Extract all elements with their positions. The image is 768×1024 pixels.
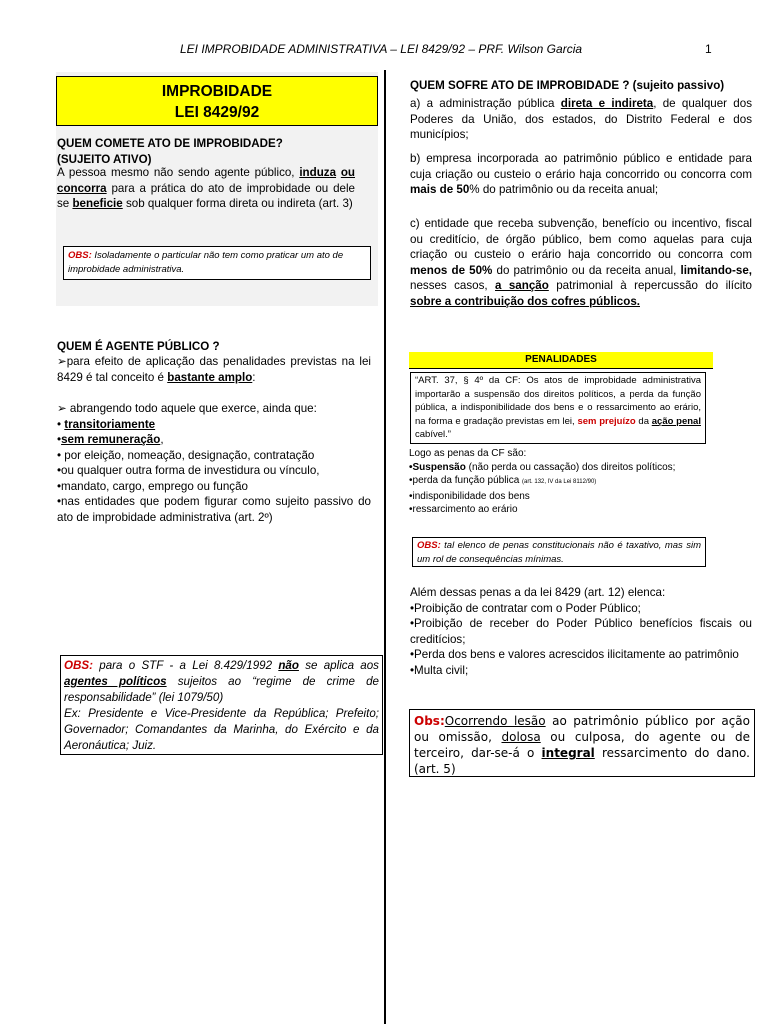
emphasis-a-sancao: a sanção [495,279,549,292]
text-segment: , [160,433,164,446]
list-item: •indisponibilidade dos bens [409,490,530,502]
question-sujeito-ativo [57,136,377,167]
obs-text: tal elenco de penas constitucionais não é taxativo, mas sim um rol de consequências mínimas. [417,540,701,565]
list-item: •Proibição de receber do Poder Público benefícios fiscais ou creditícios; [410,617,752,646]
sujeito-ativo-paragraph [57,165,355,212]
text-segment: ➢para efeito de aplicação das penalidades previstas na lei 8429 é tal conceito é [57,355,371,384]
text-segment: a) a administração pública [410,97,561,110]
header-title: LEI IMPROBIDADE ADMINISTRATIVA – LEI 8429/92 – PRF. Wilson Garcia [180,42,583,56]
list-item: •Proibição de contratar com o Poder Público; [410,601,641,615]
text-segment: “ART. 37, § 4º da CF: Os atos de improbidade administrativa importarão a suspensão dos direitos políticos, a perda da função pública, a indisponibilidade dos bens e o ressarcimento ao erário, na forma e gradação previstas em lei, [415,375,701,427]
agente-publico-list [57,401,377,525]
text-segment: da [635,415,652,427]
obs-box-rol-minimo [412,537,706,567]
list-item: •Multa civil; [410,663,469,677]
emphasis-sem-prejuizo: sem prejuízo [577,415,636,427]
list-item [409,474,719,490]
emphasis-ocorrendo-lesao: Ocorrendo lesão [444,714,546,728]
list-item: •ressarcimento ao erário [409,504,518,515]
passivo-item-a [410,96,752,143]
text-segment: para a prática do ato de improbidade ou dele se [57,181,355,210]
title-box [56,76,378,126]
text-segment: cabível.” [415,429,451,440]
obs-box-stf [60,655,383,755]
list-item: •mandato, cargo, emprego ou função [57,479,248,493]
obs-label: OBS: [68,250,92,261]
list-intro: Além dessas penas a da lei 8429 (art. 12) elenca: [410,586,666,599]
emphasis-transitoriamente: transitoriamente [64,417,156,431]
obs-text: Isoladamente o particular não tem como praticar um ato de improbidade administrativa. [68,250,344,275]
emphasis-limitando-se: limitando-se, [680,263,752,277]
text-segment: , de qualquer dos Poderes da União, dos estados, do Distrito Federal e dos municípios; [410,97,752,141]
obs-colon: : [439,714,445,728]
obs-label: Obs [414,714,440,728]
text-segment: nesses casos, [410,279,496,292]
text-segment: patrimonial à repercussão do ilícito [548,279,753,292]
footnote-ref: (art. 132, IV da Lei 8112/90) [522,479,597,485]
text-segment: c) entidade que receba subvenção, benefício ou incentivo, fiscal ou creditício, de órgão público, bem como aquelas para cuja criação ou custeio o erário haja concorrido ou concorra com [410,217,752,261]
emphasis-bastante-amplo: bastante amplo [167,370,253,384]
text-segment: b) empresa incorporada ao patrimônio público e entidade para cuja criação ou custeio o erário haja concorrido ou concorra com [410,152,752,181]
list-item: •Perda dos bens e valores acrescidos ilicitamente ao patrimônio [410,648,739,661]
list-intro: ➢ abrangendo todo aquele que exerce, ainda que: [57,402,317,415]
list-item: • por eleição, nomeação, designação, contratação [57,448,315,462]
question-line-2: (SUJEITO ATIVO) [57,152,152,166]
text-segment: % do patrimônio ou da receita anual; [469,183,659,196]
emphasis-direta-indireta: direta e indireta [560,97,654,110]
cf-penalties-list [409,447,719,517]
emphasis-beneficie: beneficie [72,197,123,210]
lei-8429-penalties [410,585,752,678]
running-header [0,42,768,60]
question-line-1: QUEM COMETE ATO DE IMPROBIDADE? [57,137,283,150]
column-divider [384,70,386,1024]
text-segment: ao patrimônio público por ação ou omissão, [414,714,750,744]
emphasis-ou-concorra: ou concorra [57,166,355,195]
list-item [409,461,719,475]
list-item: •nas entidades que podem figurar como sujeito passivo do ato de improbidade administrativa (art. 2º) [57,495,371,524]
emphasis-induza: induza [299,166,337,179]
obs-label: OBS: [417,540,441,551]
text-segment: para o STF - a Lei 8.429/1992 [92,659,279,672]
title-line-2: LEI 8429/92 [174,104,260,121]
obs-box-particular [63,246,371,280]
text-segment: sob qualquer forma direta ou indireta (art. 3) [122,197,353,210]
emphasis-agentes-politicos: agentes políticos [64,675,167,688]
text-segment: : [252,370,256,384]
emphasis-suspensao: •Suspensão [409,461,466,473]
list-intro: Logo as penas da CF são: [409,448,527,459]
title-line-1: IMPROBIDADE [161,83,273,100]
text-segment: (não perda ou cassação) dos direitos políticos; [465,461,676,473]
question-agente-publico: QUEM É AGENTE PÚBLICO ? [57,340,220,353]
obs-box-ressarcimento [409,709,755,777]
list-item: • transitoriamente [57,417,156,431]
text-segment: •perda da função pública [409,475,523,486]
emphasis-menos-de-50: menos de 50% [410,263,493,277]
text-segment: ressarcimento do dano.(art. 5) [414,746,750,776]
obs-example: Ex: Presidente e Vice-Presidente da República; Prefeito; Governador; Comandantes da Marinha, do Exército e da Aeronáutica; Juiz. [64,707,379,752]
text-segment: ou culposa, do agente ou de terceiro, dar-se-á o [414,730,750,760]
emphasis-integral: integral [541,746,595,760]
page-number: 1 [705,42,712,56]
emphasis-cofres-publicos: sobre a contribuição dos cofres públicos. [410,294,640,308]
emphasis-sem-remuneracao: sem remuneração [61,433,161,446]
text-segment: A pessoa mesmo não sendo agente público, [57,166,300,179]
question-sujeito-passivo: QUEM SOFRE ATO DE IMPROBIDADE ? (sujeito passivo) [410,79,725,92]
art-37-quote-box [410,372,706,444]
passivo-item-c [410,216,752,309]
passivo-item-b [410,151,752,198]
text-segment: sujeitos ao “regime de crime de responsabilidade” (lei 1079/50) [64,675,379,704]
emphasis-dolosa: dolosa [501,730,541,744]
text-segment: do patrimônio ou da receita anual, [492,263,681,277]
emphasis-acao-penal: ação penal [651,415,701,427]
list-item: •ou qualquer outra forma de investidura ou vínculo, [57,464,320,477]
emphasis-nao: não [278,659,299,672]
penalidades-header: PENALIDADES [409,352,713,369]
obs-label: OBS: [64,659,93,672]
list-item: •sem remuneração, [57,433,164,446]
emphasis-mais-de-50: mais de 50 [410,183,470,196]
agente-publico-paragraph [57,354,371,385]
text-segment: se aplica aos [298,659,379,672]
